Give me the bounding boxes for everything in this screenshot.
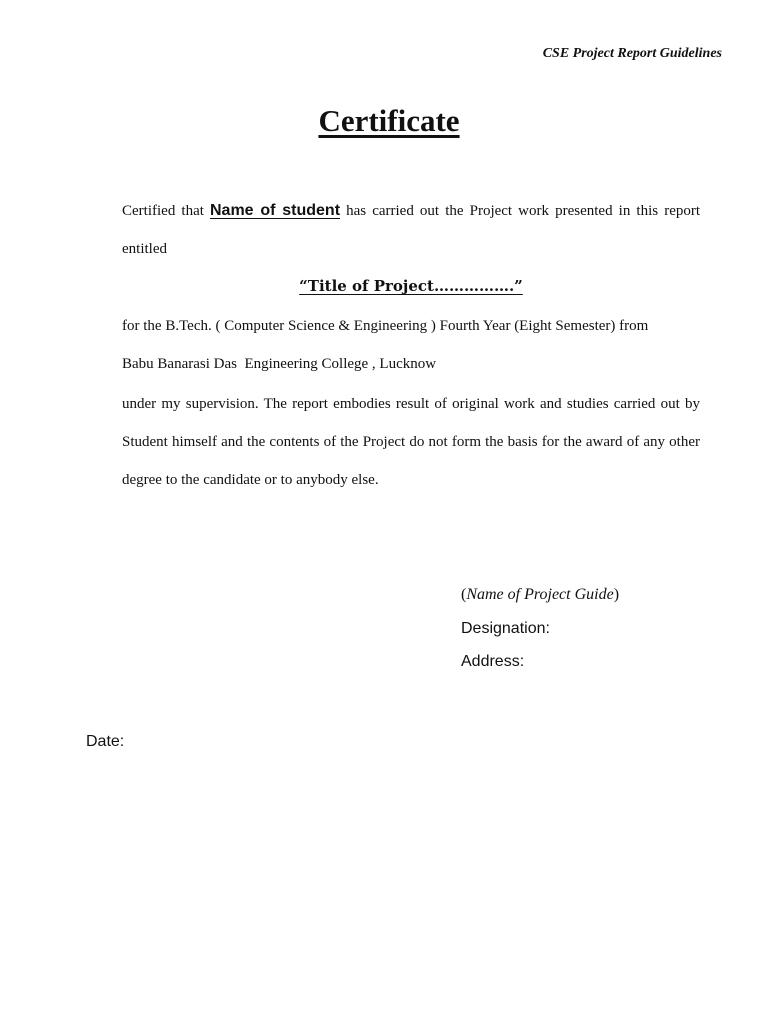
college-line: Babu Banarasi Das Engineering College , Lucknow — [122, 356, 437, 372]
program-paragraph — [122, 307, 700, 383]
certification-prefix: Certified that — [122, 203, 210, 219]
certification-paragraph — [122, 192, 700, 268]
program-line: for the B.Tech. ( Computer Science & Engineering ) Fourth Year (Eight Semester) from — [122, 318, 649, 334]
designation-label: Designation: — [461, 619, 550, 637]
signature-block — [461, 578, 619, 679]
certification-suffix: has carried out the Project work presented in this report entitled — [122, 203, 701, 257]
guide-name: Name of Project Guide — [466, 586, 614, 603]
guide-name-open-paren: ( — [461, 586, 467, 603]
page-title: Certificate — [318, 103, 460, 138]
project-title: “Title of Project…………….” — [299, 277, 523, 295]
guide-name-line — [461, 578, 619, 612]
running-header: CSE Project Report Guidelines — [542, 46, 722, 61]
student-name: Name of student — [210, 202, 341, 219]
guide-name-close-paren: ) — [613, 586, 620, 603]
supervision-paragraph: under my supervision. The report embodies result of original work and studies carried out by Student himself and the contents of the Project do not form the basis for the award of any other degree to the candidate or to anybody else. — [122, 396, 700, 488]
address-label: Address: — [461, 653, 525, 670]
date-label: Date: — [86, 733, 125, 750]
